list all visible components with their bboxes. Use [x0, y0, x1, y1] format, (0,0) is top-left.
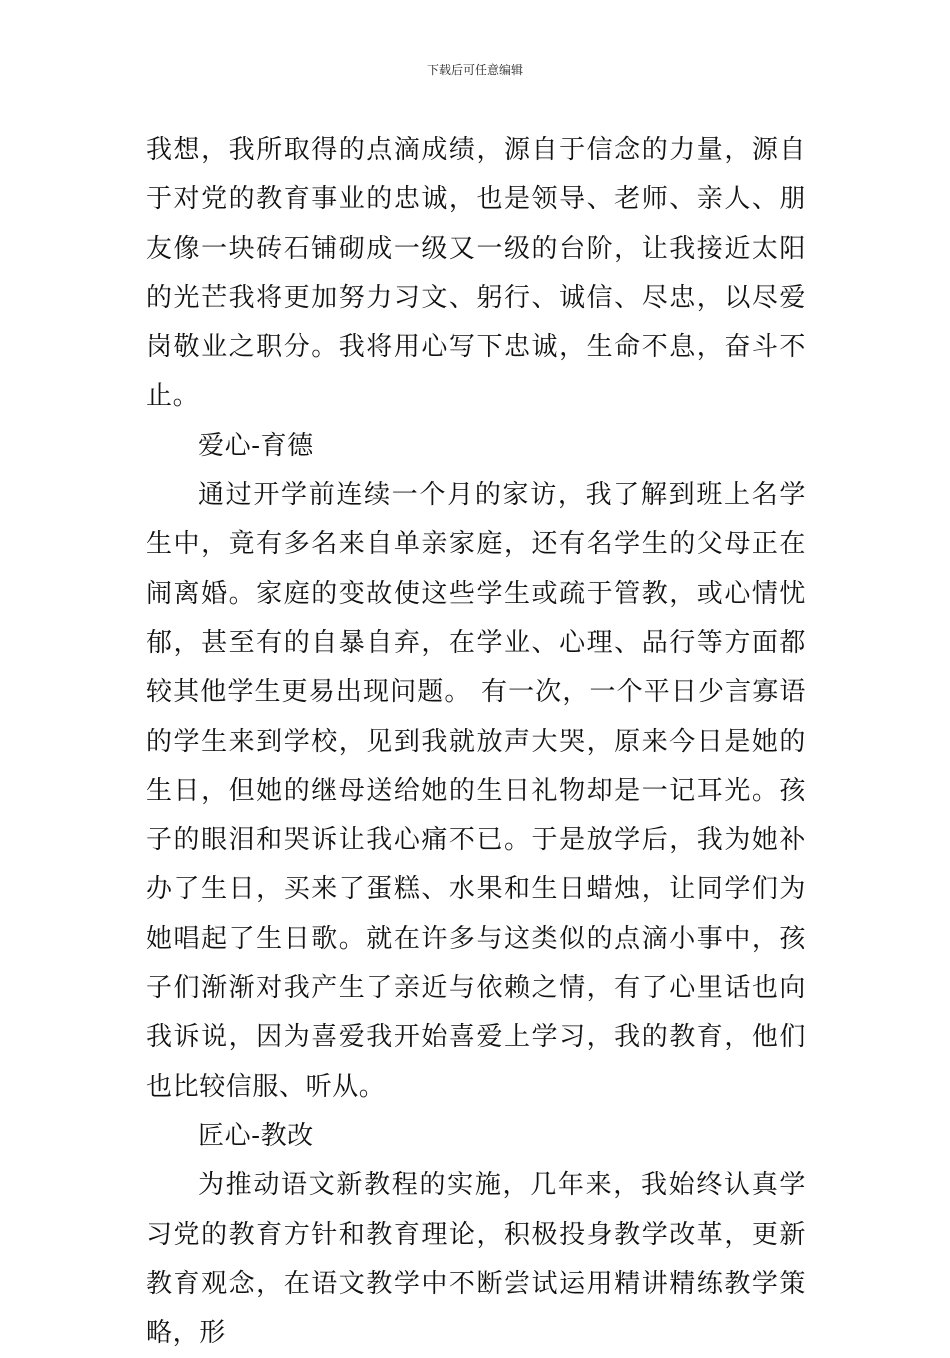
- paragraph-belief: 我想，我所取得的点滴成绩，源自于信念的力量，源自于对党的教育事业的忠诚，也是领导、老师、亲人、朋友像一块砖石铺砌成一级又一级的台阶，让我接近太阳的光芒我将更加努力习文、躬行、诚信、尽忠，以尽爱岗敬业之职分。我将用心写下忠诚，生命不息，奋斗不止。: [146, 135, 806, 412]
- document-body: [146, 126, 806, 1358]
- page-header-note: 下载后可任意编辑: [426, 63, 523, 77]
- paragraph-teaching-reform: 为推动语文新教程的实施，几年来，我始终认真学习党的教育方针和教育理论，积极投身教学改革，更新教育观念，在语文教学中不断尝试运用精讲精练教学策略，形: [146, 1170, 806, 1349]
- section-heading-love-virtue: 爱心-育德: [198, 430, 314, 461]
- paragraph-home-visit: 通过开学前连续一个月的家访，我了解到班上名学生中，竟有多名来自单亲家庭，还有名学生的父母正在闹离婚。家庭的变故使这些学生或疏于管教，或心情忧郁，甚至有的自暴自弃，在学业、心理、品行等方面都较其他学生更易出现问题。 有一次，一个平日少言寡语的学生来到学校，见到我就放声大哭，原来今日是她的生日，但她的继母送给她的生日礼物却是一记耳光。孩子的眼泪和哭诉让我心痛不已。于是放学后，我为她补办了生日，买来了蛋糕、水果和生日蜡烛，让同学们为她唱起了生日歌。就在许多与这类似的点滴小事中，孩子们渐渐对我产生了亲近与依赖之情，有了心里话也向我诉说，因为喜爱我开始喜爱上学习，我的教育，他们也比较信服、听从。: [146, 480, 806, 1102]
- section-heading-craft-reform: 匠心-教改: [198, 1120, 314, 1151]
